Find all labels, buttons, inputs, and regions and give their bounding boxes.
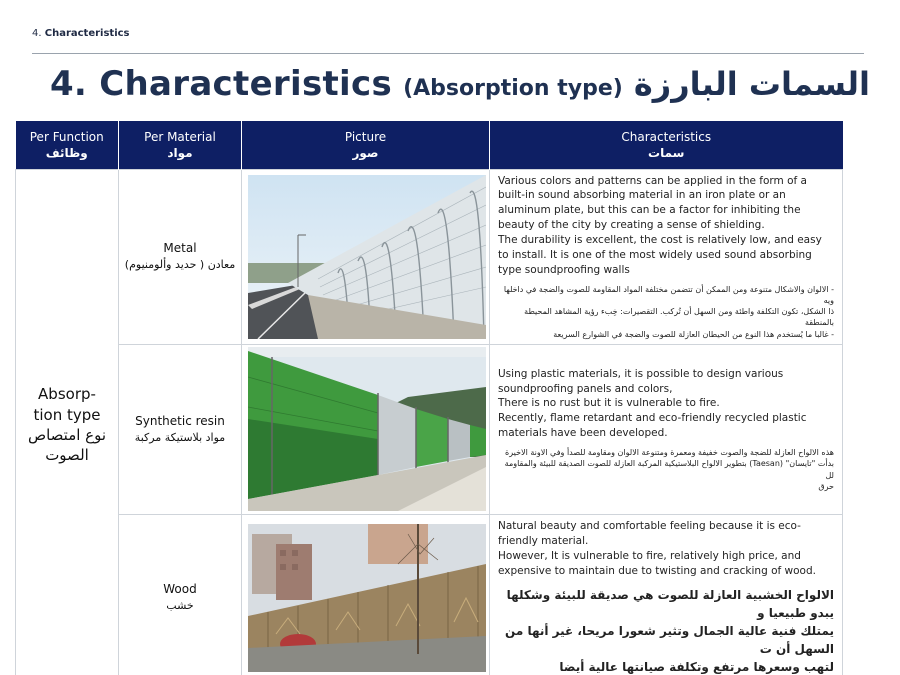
header-per-function-en: Per Function	[29, 129, 104, 144]
page-title-main: 4. Characteristics	[49, 64, 392, 104]
material-name-ar: معادن ( حديد وألومنيوم)	[124, 258, 236, 272]
header-per-function-ar: وظائف	[45, 145, 88, 160]
picture-cell-metal	[242, 169, 490, 344]
material-cell-metal	[119, 169, 242, 344]
breadcrumb	[32, 28, 130, 39]
header-characteristics	[490, 121, 843, 169]
header-picture-en: Picture	[344, 129, 387, 144]
characteristics-cell-wood	[490, 514, 843, 675]
material-cell-synthetic-resin	[119, 344, 242, 514]
header-per-material-en: Per Material	[144, 129, 216, 144]
header-divider	[32, 53, 864, 54]
characteristics-text: Various colors and patterns can be applied in the form of a built-in sound absorbing material in an iron plate or an aluminum plate, but this can be a factor for inhibiting the beauty of the city by creating a sense of shielding.	[498, 174, 807, 232]
header-picture	[242, 121, 490, 169]
material-name-ar: مواد بلاستيكة مركبة	[134, 431, 226, 445]
header-characteristics-ar: سمات	[648, 145, 685, 160]
characteristics-text: Using plastic materials, it is possible to design various soundproofing panels and colors,	[498, 367, 784, 395]
header-picture-ar: صور	[352, 145, 379, 160]
characteristics-text-ar: هذه الالواح العازلة للضجة والصوت خفيفة ومعمرة ومتنوعة الالوان ومقاومة للصدأ وفي الاونة الاخيرة	[505, 448, 834, 458]
table-row-wood	[16, 514, 843, 675]
page-title	[0, 64, 870, 114]
characteristics-text: Recently, flame retardant and eco-friendly recycled plastic materials have been developed.	[498, 412, 807, 440]
material-name: Metal	[163, 241, 197, 256]
material-name: Wood	[163, 582, 197, 597]
characteristics-cell-synthetic-resin	[490, 344, 843, 514]
table-header-row	[16, 121, 843, 169]
table-row-metal	[16, 169, 843, 344]
function-label-ar1: نوع امتصاص	[27, 425, 107, 444]
material-name: Synthetic resin	[135, 414, 225, 429]
characteristics-text: The durability is excellent, the cost is relatively low, and easy to install. It is one of the most widely used sound absorbing type soundproofing walls	[498, 234, 822, 276]
characteristics-text: However, It is vulnerable to fire, relatively high price, and expensive to maintain due to twisting and cracking of wood.	[498, 549, 816, 577]
page-title-arabic: السمات البارزة	[633, 65, 870, 103]
function-label-line2: tion type	[33, 405, 101, 424]
material-name-ar: خشب	[166, 599, 194, 613]
characteristics-text: There is no rust but it is vulnerable to fire.	[498, 397, 720, 410]
table-row-synthetic-resin	[16, 344, 843, 514]
breadcrumb-number: 4.	[32, 28, 42, 39]
characteristics-text-ar: الالواح الخشبية العازلة للصوت هي صديقة للبيئة وشكلها يبدو طبيعيا و	[506, 588, 834, 621]
wood-wall-photo	[248, 524, 486, 672]
characteristics-text-ar: ذا الشكل، تكون التكلفة واطئة ومن السهل أن تُركب. التقصيرات: خِبء رؤية المشاهد المحيطة بالمنطقة	[524, 307, 834, 328]
characteristics-text-ar: - غالبا ما يُستخدم هذا النوع من الحيطان العازلة للصوت والضجة في الشوارع السريعة	[553, 329, 834, 339]
breadcrumb-label: Characteristics	[44, 28, 130, 39]
picture-cell-wood	[242, 514, 490, 675]
characteristics-table	[15, 121, 843, 675]
header-per-material-ar: مواد	[167, 145, 193, 160]
header-per-function	[16, 121, 119, 169]
characteristics-text-ar: بدأت "تايسان" (Taesan) بتطوير الالواح البلاستيكية المركبة العازلة للصوت الصديقة للبيئة والمقاومة لل	[504, 459, 834, 480]
header-per-material	[119, 121, 242, 169]
characteristics-text-ar: يمتلك فنية عالية الجمال وتثير شعورا مريحا، غير أنها من السهل أن ت	[505, 624, 834, 657]
function-cell	[16, 169, 119, 675]
characteristics-text-ar: حرق	[818, 481, 834, 491]
header-characteristics-en: Characteristics	[621, 129, 712, 144]
function-label-ar2: الصوت	[45, 446, 89, 465]
page-title-subtitle: (Absorption type)	[403, 76, 623, 101]
function-label-line1: Absorp-	[38, 385, 96, 404]
material-cell-wood	[119, 514, 242, 675]
metal-wall-photo	[248, 175, 486, 339]
picture-cell-synthetic-resin	[242, 344, 490, 514]
characteristics-text-ar: لتهب وسعرها مرتفع وتكلفة صيانتها عالية أيضا	[559, 660, 834, 675]
synthetic-resin-wall-photo	[248, 347, 486, 511]
characteristics-cell-metal	[490, 169, 843, 344]
characteristics-text-ar: - الالوان والاشكال متنوعة ومن الممكن أن تتضمن مختلفة المواد المقاومة للصوت والضجة في داخلها ويه	[503, 284, 834, 306]
characteristics-text: Natural beauty and comfortable feeling because it is eco-friendly material.	[498, 519, 801, 547]
